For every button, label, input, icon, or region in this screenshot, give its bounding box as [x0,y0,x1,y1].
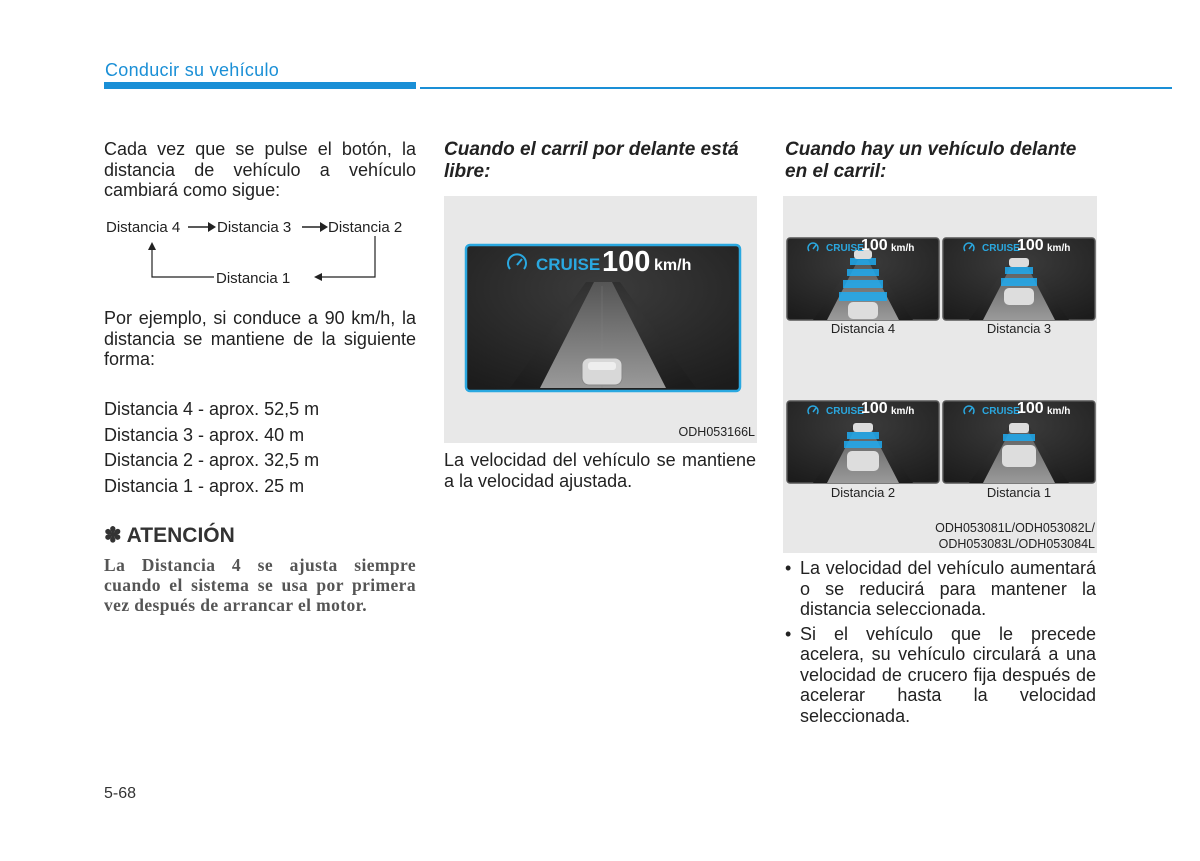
bullet-icon: • [785,558,792,578]
image-code: ODH053166L [678,425,755,439]
example-paragraph: Por ejemplo, si conduce a 90 km/h, la distancia se mantiene de la siguiente forma: [104,308,416,369]
list-item [785,558,1096,620]
panel-cruise-label: CRUISE [982,243,1020,254]
car-icon [582,358,622,385]
flow-label-d1: Distancia 1 [216,270,291,287]
set-speed: 100 [602,246,651,278]
distance-item: Distancia 1 - aprox. 25 m [104,475,305,496]
distance-flow-diagram [104,214,416,294]
flow-label-d4: Distancia 4 [106,219,181,236]
panel-label-distance-1: Distancia 1 [986,485,1052,500]
image-code-line1: ODH053081L/ODH053082L/ [935,521,1095,535]
distance-item: Distancia 3 - aprox. 40 m [104,424,305,445]
bullet-text: Si el vehículo que le precede acelera, su vehículo circulará a una velocidad de crucero fija después de acelerar hasta la velocidad seleccionada. [800,623,1096,726]
attention-heading [104,523,416,548]
list-item [785,624,1096,727]
panel-unit: km/h [1047,406,1071,417]
cluster-image-lane-free [444,196,757,443]
flow-label-d2: Distancia 2 [328,219,403,236]
panel-speed: 100 [1017,237,1044,254]
distance-item: Distancia 2 - aprox. 32,5 m [104,450,320,470]
panel-unit: km/h [891,243,915,254]
cruise-label: CRUISE [536,255,601,274]
image-code-line2: ODH053083L/ODH053084L [938,537,1095,551]
panel-cruise-label: CRUISE [826,243,864,254]
caption-lane-free: La velocidad del vehículo se mantiene a la velocidad ajustada. [444,450,756,491]
panel-label-distance-3: Distancia 3 [986,321,1052,336]
cluster-images-vehicle-ahead [783,196,1097,553]
heading-vehicle-ahead: Cuando hay un vehículo delante en el carril: [785,139,1077,182]
header-rule-thick [104,82,416,89]
attention-symbol-icon: ✽ [104,524,122,547]
panel-speed: 100 [861,400,888,417]
panel-unit: km/h [1047,243,1071,254]
panel-unit: km/h [891,406,915,417]
attention-title: ATENCIÓN [126,524,235,547]
speed-unit: km/h [654,257,692,274]
heading-lane-free: Cuando el carril por delante está libre: [444,139,739,182]
bullet-text: La velocidad del vehículo aumentará o se reducirá para mantener la distancia seleccionada. [800,558,1096,619]
panel-speed: 100 [1017,400,1044,417]
distance-list [104,397,416,499]
attention-body: La Distancia 4 se ajusta siempre cuando el sistema se usa por primera vez después de arrancar el motor. [104,555,416,615]
page-number: 5-68 [104,785,137,802]
panel-label-distance-2: Distancia 2 [830,485,896,500]
panel-cruise-label: CRUISE [826,406,864,417]
section-title: Conducir su vehículo [105,60,280,80]
panel-label-distance-4: Distancia 4 [830,321,896,336]
bullet-list [785,558,1096,726]
intro-paragraph: Cada vez que se pulse el botón, la distancia de vehículo a vehículo cambiará como sigue: [104,139,416,200]
panel-cruise-label: CRUISE [982,406,1020,417]
cluster-display-large [444,196,757,443]
distance-item: Distancia 4 - aprox. 52,5 m [104,399,320,419]
header-rule-thin [420,87,1172,89]
panel-speed: 100 [861,237,888,254]
bullet-icon: • [785,623,792,644]
flow-label-d3: Distancia 3 [217,219,292,236]
